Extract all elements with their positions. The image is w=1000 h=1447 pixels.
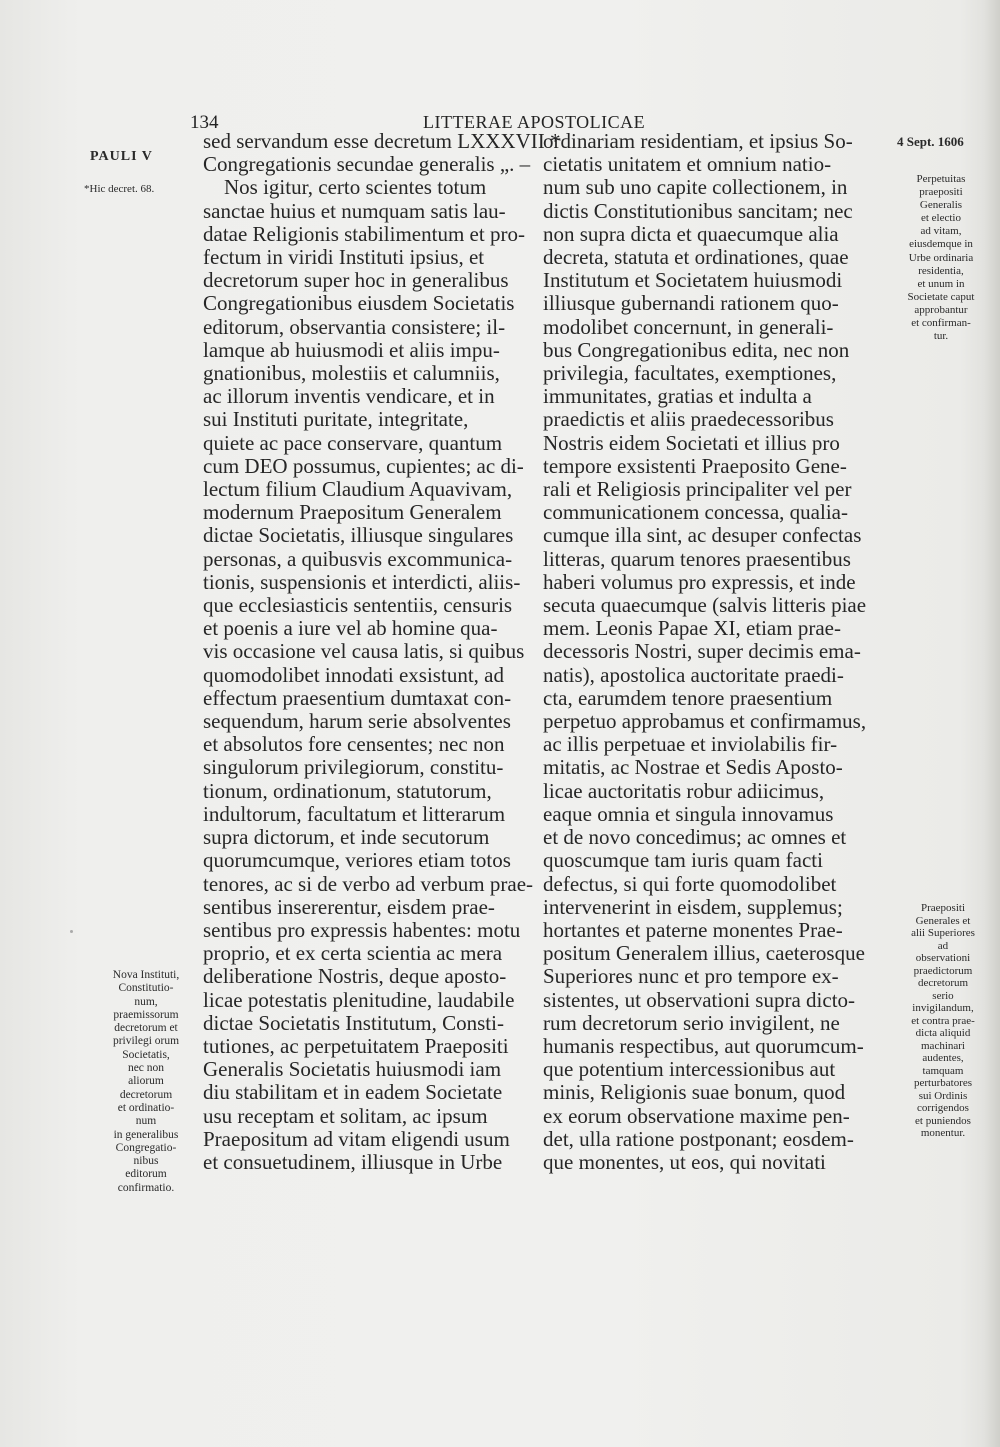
paper-speck [70, 930, 73, 933]
margin-note-praepositi: Praepositi Generales et alii Superiores ad observationi praedictorum decretorum serio invigilandum, et contra prae- dicta aliquid machinari audentes, tamquam perturbatores sui Ordinis corrigendos et puniendos monentur. [911, 902, 975, 1139]
margin-pontiff-name: PAULI V [90, 149, 153, 164]
margin-date: 4 Sept. 1606 [897, 134, 964, 149]
margin-note-perpetuitas: Perpetuitas praepositi Generalis et electio ad vitam, eiusdemque in Urbe ordinaria residentia, et unum in Societate caput approbantur et confirman- tur. [907, 173, 975, 343]
page-number: 134 [190, 112, 219, 133]
body-right-column: ordinariam residentiam, et ipsius So- cietatis unitatem et omnium natio- num sub uno capite collectionem, in dictis Constitutionibus sancitam; nec non supra dicta et quaecumque alia decreta, statuta et ordinationes, quae Institutum et Societatem huiusmodi illiusque gubernandi rationem quo- modolibet concernunt, in generali- bus Congregationibus edita, nec non privilegia, facultates, exemptiones, immunitates, gratias et indulta a praedictis et aliis praedecessoribus Nostris eidem Societati et illius pro tempore exsistenti Praeposito Gene- rali et Religiosis principaliter vel per communicationem concessa, qualia- cumque illa sint, ac desuper confectas litteras, quarum tenores praesentibus haberi volumus pro expressis, et inde secuta quaecumque (salvis litteris piae mem. Leonis Papae XI, etiam prae- decessoris Nostri, super decimis ema- natis), apostolica auctoritate praedi- cta, earumdem tenore praesentium perpetuo approbamus et confirmamus, ac illis perpetuae et inviolabilis fir- mitatis, ac Nostrae et Sedis Aposto- licae auctoritatis robur adiicimus, eaque omnia et singula innovamus et de novo concedimus; ac omnes et quoscumque tam iuris quam facti defectus, si qui forte quomodolibet intervenerint in eisdem, supplemus; hortantes et paterne monentes Prae- positum Generalem illius, caeterosque Superiores nunc et pro tempore ex- sistentes, ut observationi supra dicto- rum decretorum serio invigilent, ne humanis respectibus, aut quorumcum- que potentium intercessionibus aut minis, Religionis suae bonum, quod ex eorum observatione maxime pen- det, ulla ratione postponant; eosdem- que monentes, ut eos, qui novitati [543, 129, 867, 1174]
page-header [190, 104, 890, 133]
margin-note-nova-instituti: Nova Instituti, Constitutio- num, praemissorum decretorum et privilegi orum Societatis, nec non aliorum decretorum et ordinatio- num in generalibus Congregatio- nibus editorum confirmatio. [112, 969, 180, 1194]
running-title: LITTERAE APOSTOLICAE [423, 112, 646, 132]
body-left-column: sed servandum esse decretum LXXXVII Congregationis secundae generalis „. – Nos igitur, certo scientes totum sanctae huius et numquam satis lau- datae Religionis stabilimentum et pro- fectum in viridi Instituti ipsius, et decretorum super hoc in generalibus Congregationibus eiusdem Societatis editorum, observantia consistere; il- lamque ab huiusmodi et aliis impu- gnationibus, molestiis et calumniis, ac illorum inventis vendicare, et in sui Instituti puritate, integritate, quiete ac pace conservare, quantum cum DEO possumus, cupientes; ac di- lectum filium Claudium Aquavivam, modernum Praepositum Generalem dictae Societatis, illiusque singulares personas, a quibusvis excommunica- tionis, suspensionis et interdicti, aliis- que ecclesiasticis sententiis, censuris et poenis a iure vel ab homine qua- vis occasione vel causa latis, si quibus quomodolibet innodati exsistunt, ad effectum praesentium dumtaxat con- sequendum, harum serie absolventes et absolutos fore censentes; nec non singulorum privilegiorum, constitu- tionum, ordinationum, statutorum, indultorum, facultatum et litterarum supra dictorum, et inde secutorum quorumcumque, veriores etiam totos tenores, ac si de verbo ad verbum prae- sentibus insererentur, eisdem prae- sentibus pro expressis habentes: motu proprio, et ex certa scientia ac mera deliberatione Nostris, deque aposto- licae potestatis plenitudine, laudabile dictae Societatis Institutum, Consti- tutiones, ac perpetuitatem Praepositi Generalis Societatis huiusmodi iam diu stabilitam et in eadem Societate usu receptam et solitam, ac ipsum Praepositum ad vitam eligendi usum et consuetudinem, illiusque in Urbe [203, 129, 545, 1174]
margin-reference: *Hic decret. 68. [84, 183, 155, 195]
